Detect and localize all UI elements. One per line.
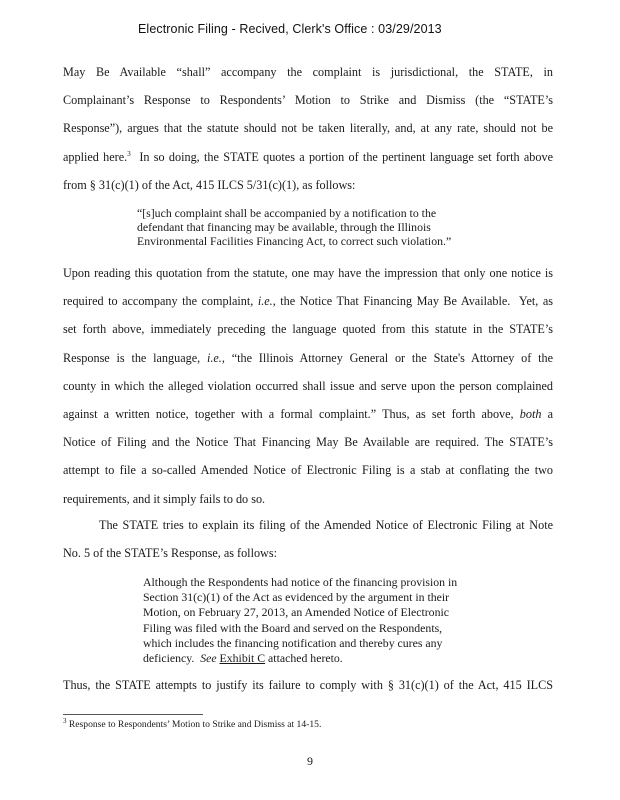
text-line: Response”), argues that the statute should not be taken literally, and, at any rate, should not be [63, 121, 553, 136]
text-segment: attached hereto. [265, 651, 343, 666]
quote-line: Section 31(c)(1) of the Act as evidenced by the argument in their [143, 590, 450, 605]
text-line: Upon reading this quotation from the statute, one may have the impression that only one notice is [63, 266, 553, 280]
text-line: attempt to file a so-called Amended Notice of Electronic Filing is a stab at conflating the two [63, 463, 553, 478]
italic-ie: i.e. [257, 294, 273, 309]
text-segment: , “the Illinois Attorney General or the State's Attorney of the [221, 350, 553, 365]
text-segment: a [541, 407, 553, 422]
footnote [63, 716, 322, 730]
exhibit-reference: Exhibit C [219, 651, 266, 666]
text-line: from § 31(c)(1) of the Act, 415 ILCS 5/31(c)(1), as follows: [63, 177, 356, 192]
quote-line [143, 651, 483, 666]
italic-see: See [200, 651, 217, 666]
quote-line: which includes the financing notification and thereby cures any [143, 635, 443, 650]
text-segment: applied here. [63, 149, 128, 164]
text-line: Complainant’s Response to Respondents’ Motion to Strike and Dismiss (the “STATE’s [63, 93, 553, 108]
filing-stamp: Electronic Filing - Recived, Clerk's Office : 03/29/2013 [138, 22, 442, 36]
quote-line: Motion, on February 27, 2013, an Amended Notice of Electronic [143, 605, 449, 620]
footnote-reference: 3 [127, 149, 131, 158]
quote-line: Filing was filed with the Board and served on the Respondents, [143, 620, 443, 635]
block-quote-state-response [143, 575, 483, 666]
text-line [63, 143, 553, 171]
footnote-marker: 3 [63, 716, 67, 725]
text-line: Thus, the STATE attempts to justify its failure to comply with § 31(c)(1) of the Act, 415 ILCS [63, 678, 553, 692]
text-line: Notice of Filing and the Notice That Financing May Be Available are required. The STATE’s [63, 435, 553, 450]
footnote-text: Response to Respondents’ Motion to Strike and Dismiss at 14-15. [66, 719, 322, 730]
text-line [63, 400, 553, 428]
text-segment: , the Notice That Financing May Be Available. Yet, as [272, 294, 553, 309]
text-segment: deficiency. [143, 651, 201, 666]
quote-line: “[s]uch complaint shall be accompanied by a notification to the [137, 206, 437, 220]
quote-line: Environmental Facilities Financing Act, to correct such violation.” [137, 234, 452, 249]
quote-line: defendant that financing may be available, through the Illinois [137, 220, 431, 235]
text-line: county in which the alleged violation occurred shall issue and serve upon the person complained [63, 378, 553, 393]
text-segment: against a written notice, together with a formal complaint.” Thus, as set forth above, [63, 407, 520, 422]
block-quote-statute [137, 206, 497, 249]
italic-both: both [519, 407, 542, 422]
italic-ie: i.e. [206, 350, 222, 365]
text-line: The STATE tries to explain its filing of the Amended Notice of Electronic Filing at Note [99, 518, 553, 532]
text-segment: In so doing, the STATE quotes a portion of the pertinent language set forth above [130, 149, 553, 164]
quote-line: Although the Respondents had notice of the financing provision in [143, 575, 458, 589]
paragraph-4 [63, 671, 553, 699]
paragraph-1 [63, 58, 553, 199]
text-line [63, 344, 553, 372]
paragraph-3 [63, 511, 553, 567]
text-line: requirements, and it simply fails to do so. [63, 491, 266, 506]
paragraph-2 [63, 259, 553, 513]
page-number: 9 [307, 754, 313, 768]
text-line: May Be Available “shall” accompany the complaint is jurisdictional, the STATE, in [63, 65, 553, 79]
text-segment: required to accompany the complaint, [63, 294, 258, 309]
text-line: set forth above, immediately preceding the language quoted from this statute in the STATE’s [63, 322, 553, 337]
footnote-divider [63, 714, 203, 715]
text-segment: Response is the language, [63, 350, 207, 365]
text-line [63, 287, 553, 315]
text-line: No. 5 of the STATE’s Response, as follows: [63, 546, 277, 561]
